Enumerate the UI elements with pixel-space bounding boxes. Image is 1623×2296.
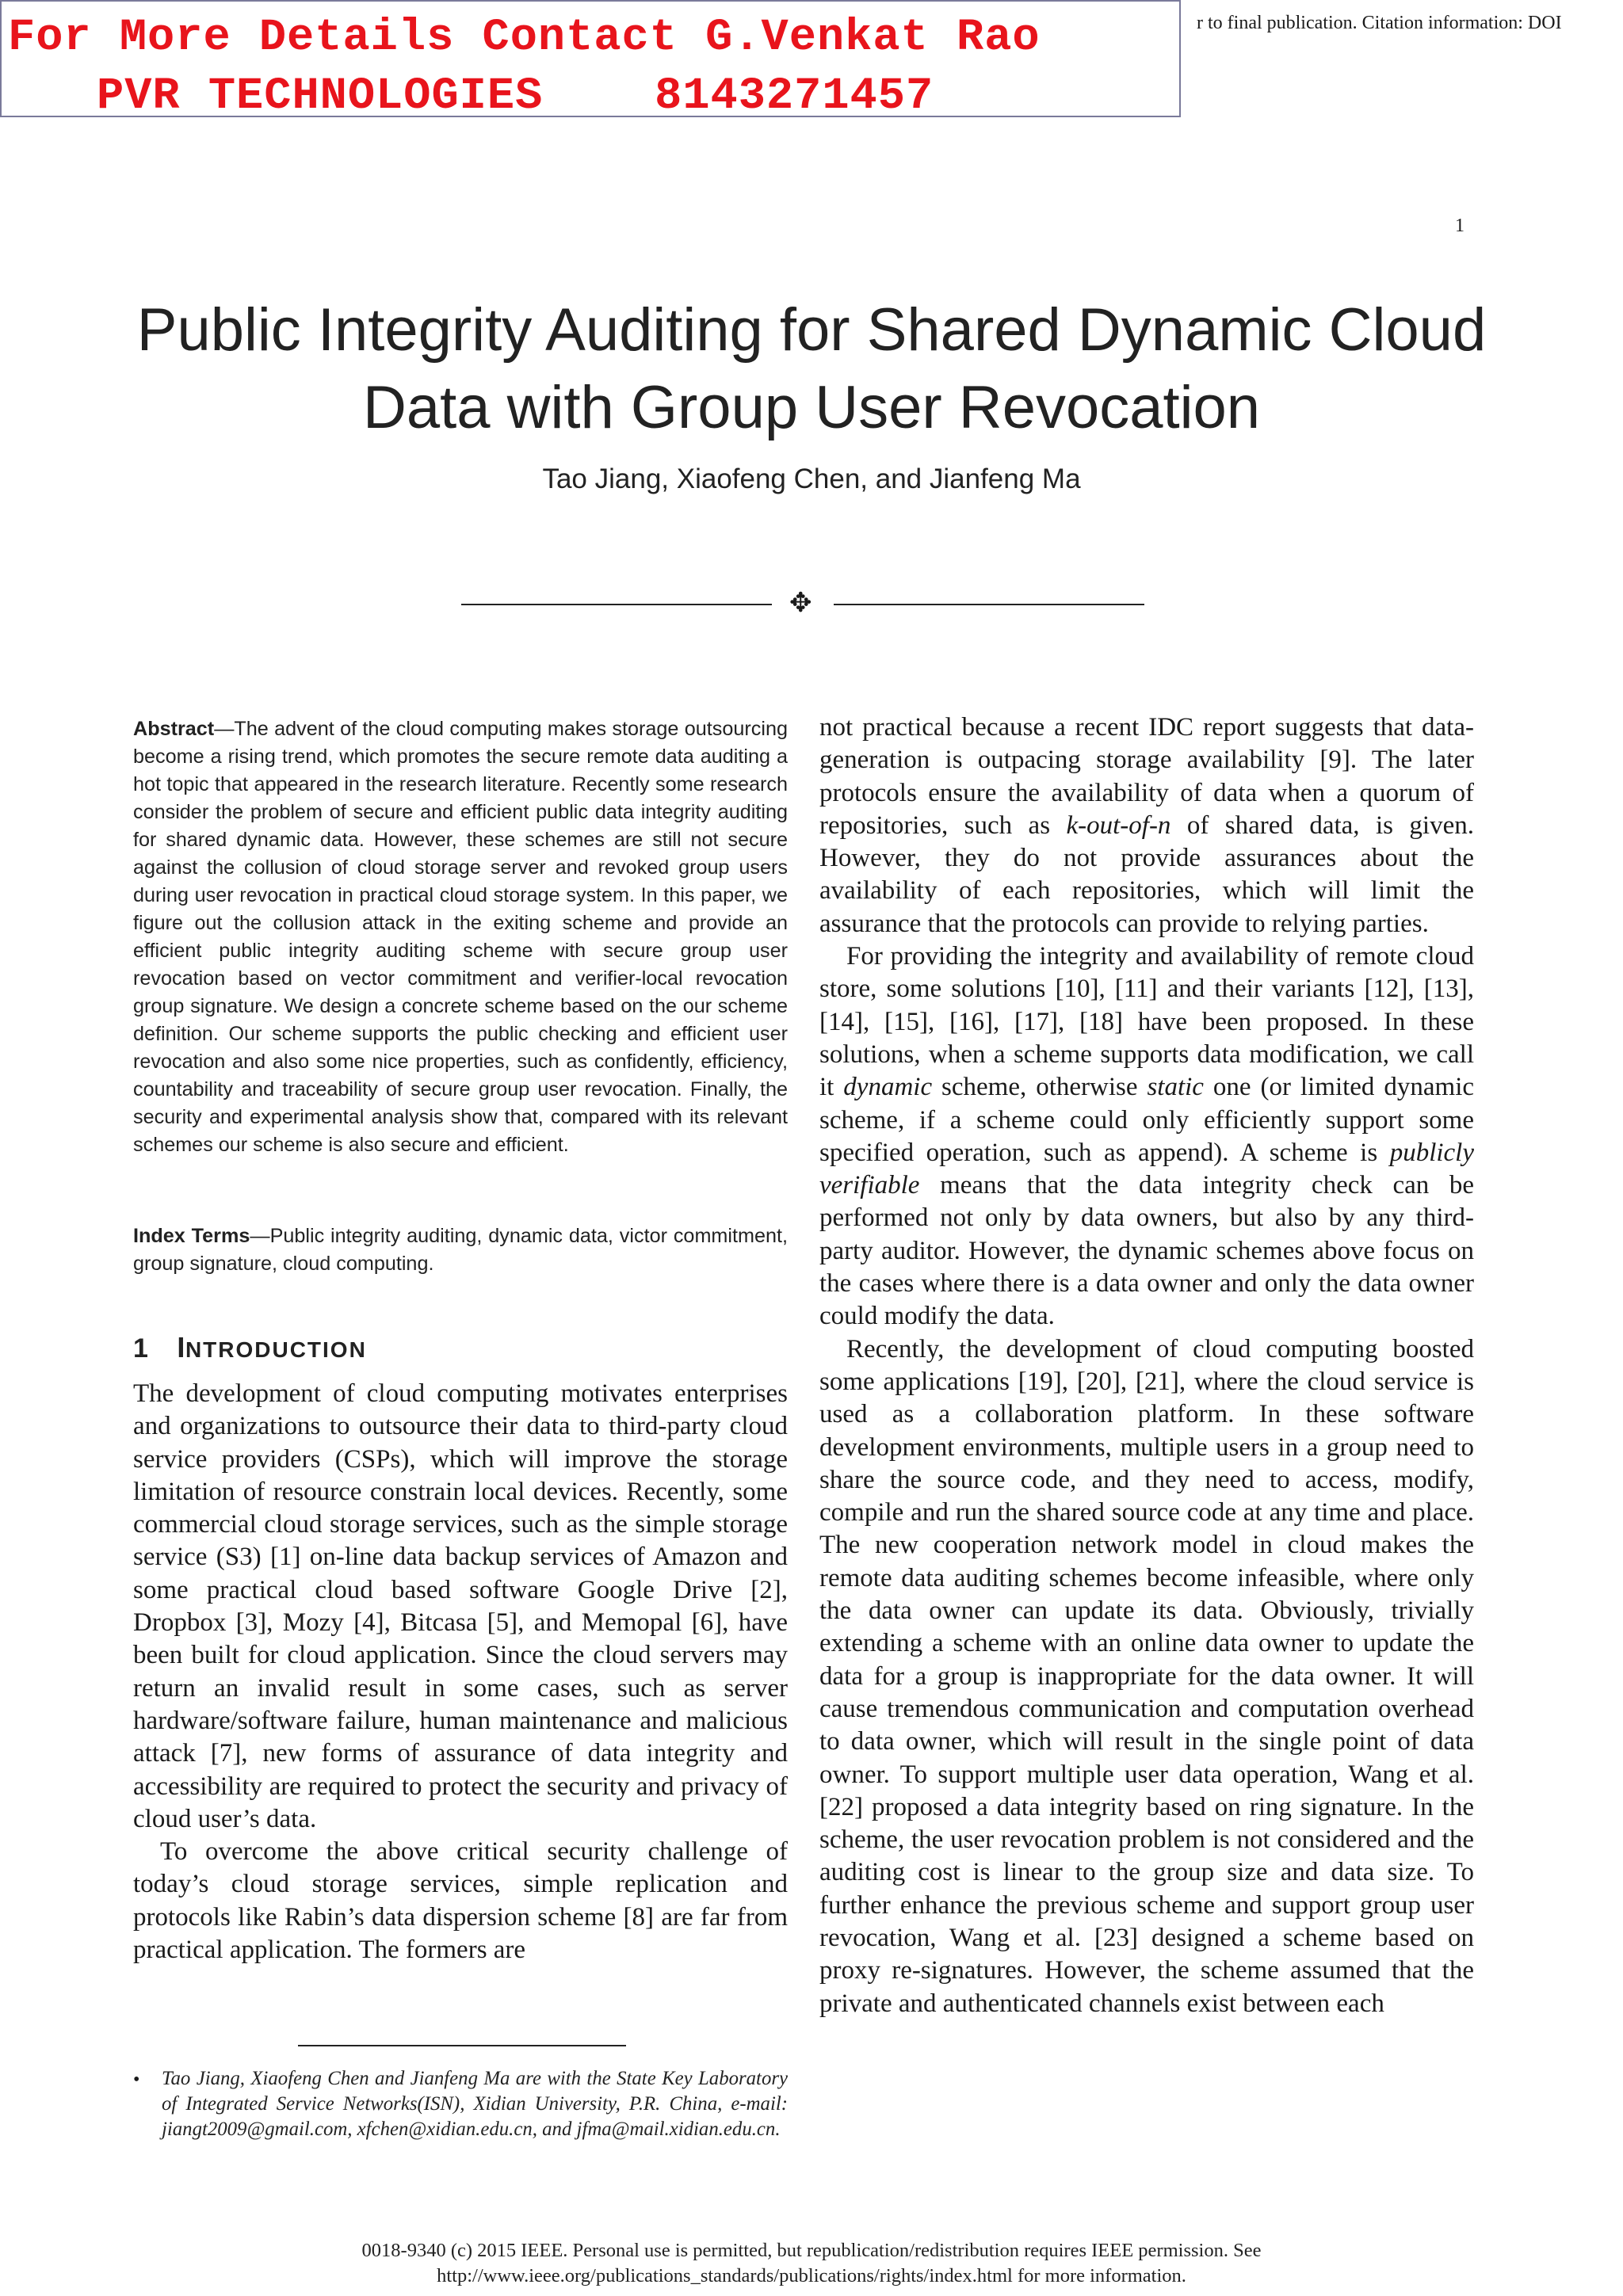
banner-line-1: For More Details Contact G.Venkat Rao [8,13,1041,63]
contact-banner [0,0,1181,122]
title-rule-right [834,604,1144,605]
emphasis-publicly-verifiable: publicly verifiable [819,1138,1474,1200]
footnote-rule [298,2045,626,2046]
section-title-rest: NTRODUCTION [185,1337,367,1362]
emphasis-static: static [1147,1073,1204,1102]
section-heading [133,1331,367,1364]
paper-title: Public Integrity Auditing for Shared Dynamic Cloud Data with Group User Revocation [136,296,1487,441]
paper-authors: Tao Jiang, Xiaofeng Chen, and Jianfeng Ma [542,463,1081,494]
footnote-bullet: • [133,2069,140,2090]
section-title-initial: I [177,1331,185,1363]
paragraph: For providing the integrity and availability of remote cloud store, some solutions [10], [11] and their variants [12], [13], [14], [15], [16], [17], [18] have been proposed. In these solutions, when a scheme supports data modification, we call it dynamic scheme, otherwise static one (or limited dynamic scheme, if a scheme could only efficiently support some specified operation, such as append). A scheme is publicly verifiable means that the data integrity check can be performed not only by data owners, but also by any third-party auditor. However, the dynamic schemes above focus on the cases where there is a data owner and only the data owner could modify the data. [819,942,1475,1331]
banner-line-2: PVR TECHNOLOGIES 8143271457 [97,71,934,122]
emphasis-dynamic: dynamic [843,1073,933,1102]
copyright-footer [119,2238,1504,2289]
paragraph: not practical because a recent IDC report suggests that data-generation is outpacing storage availability [9]. The later protocols ensure the availability of data when a quorum of repositories, such as k-out-of-n of shared data, is given. However, they do not provide assurances about the availability of each repositories, which will limit the assurance that the protocols can provide to relying parties. [819,713,1474,938]
abstract-label: Abstract [133,718,215,740]
index-terms-text: —Public integrity auditing, dynamic data, victor commitment, group signature, cloud computing. [133,1225,788,1275]
abstract-text: —The advent of the cloud computing makes storage outsourcing become a rising trend, which promotes the secure remote data auditing a hot topic that appeared in the research literature. Recently some research consider the problem of secure and efficient public data integrity auditing for shared dynamic data. However, these schemes are still not secure against the collusion of cloud storage server and revoked group users during user revocation in practical cloud storage system. In this paper, we figure out the collusion attack in the exiting scheme and provide an efficient public integrity auditing scheme with secure group user revocation based on vector commitment and verifier-local revocation group signature. We design a concrete scheme based on the our scheme definition. Our scheme supports the public checking and efficient user revocation and also some nice properties, such as confidently, efficiency, countability and traceability of secure group user revocation. Finally, the security and experimental analysis show that, compared with its relevant schemes our scheme is also secure and efficient. [133,718,788,1156]
running-header-note: r to final publication. Citation information: DOI [1197,13,1562,33]
ornament-icon: ✥ [789,589,812,618]
index-terms-label: Index Terms [133,1225,250,1247]
math-k-out-of-n: k-out-of-n [1066,810,1171,840]
footer-line-2: http://www.ieee.org/publications_standards/publications/rights/index.html for more information. [437,2265,1186,2286]
left-column-body [133,1378,788,1966]
title-rule-left [461,604,772,605]
right-column-body [819,711,1474,2020]
paragraph: The development of cloud computing motivates enterprises and organizations to outsource their data to third-party cloud service providers (CSPs), which will improve the storage limitation of resource constrain local devices. Recently, some commercial cloud storage services, such as the simple storage service (S3) [1] on-line data backup services of Amazon and some practical cloud based software Google Drive [2], Dropbox [3], Mozy [4], Bitcasa [5], and Memopal [6], have been built for cloud application. Since the cloud servers may return an invalid result in some cases, such as server hardware/software failure, human maintenance and malicious attack [7], new forms of assurance of data integrity and accessibility are required to protect the security and privacy of cloud user’s data. [133,1379,788,1833]
paragraph: To overcome the above critical security challenge of today’s cloud storage services, simple replication and protocols like Rabin’s data dispersion scheme [8] are far from practical application. The formers are [133,1837,788,1965]
index-terms [133,1222,788,1278]
abstract [133,715,788,1159]
page-number: 1 [1455,215,1465,236]
footer-line-1: 0018-9340 (c) 2015 IEEE. Personal use is permitted, but republication/redistribution requires IEEE permission. See [361,2240,1262,2261]
section-number: 1 [133,1333,149,1363]
affiliation-footnote: Tao Jiang, Xiaofeng Chen and Jianfeng Ma are with the State Key Laboratory of Integrated Service Networks(ISN), Xidian University, P.R. China, e-mail: jiangt2009@gmail.com, xfchen@xidian.edu.cn, and jfma@mail.xidian.edu.cn. [162,2068,788,2141]
paragraph: Recently, the development of cloud computing boosted some applications [19], [20], [21], where the cloud service is used as a collaboration platform. In these software development environments, multiple users in a group need to share the source code, and they need to access, modify, compile and run the shared source code at any time and place. The new cooperation network model in cloud makes the remote data auditing schemes become infeasible, where only the data owner can update its data. Obviously, trivially extending a scheme with an online data owner to update the data for a group is inappropriate for the data owner. It will cause tremendous communication and computation overhead to data owner, which will result in the single point of data owner. To support multiple user data operation, Wang et al. [22] proposed a data integrity based on ring signature. In the scheme, the user revocation problem is not considered and the auditing cost is linear to the group size and data size. To further enhance the previous scheme and support group user revocation, Wang et al. [23] designed a scheme based on proxy re-signatures. However, the scheme assumed that the private and authenticated channels exist between each [819,1334,1474,2018]
